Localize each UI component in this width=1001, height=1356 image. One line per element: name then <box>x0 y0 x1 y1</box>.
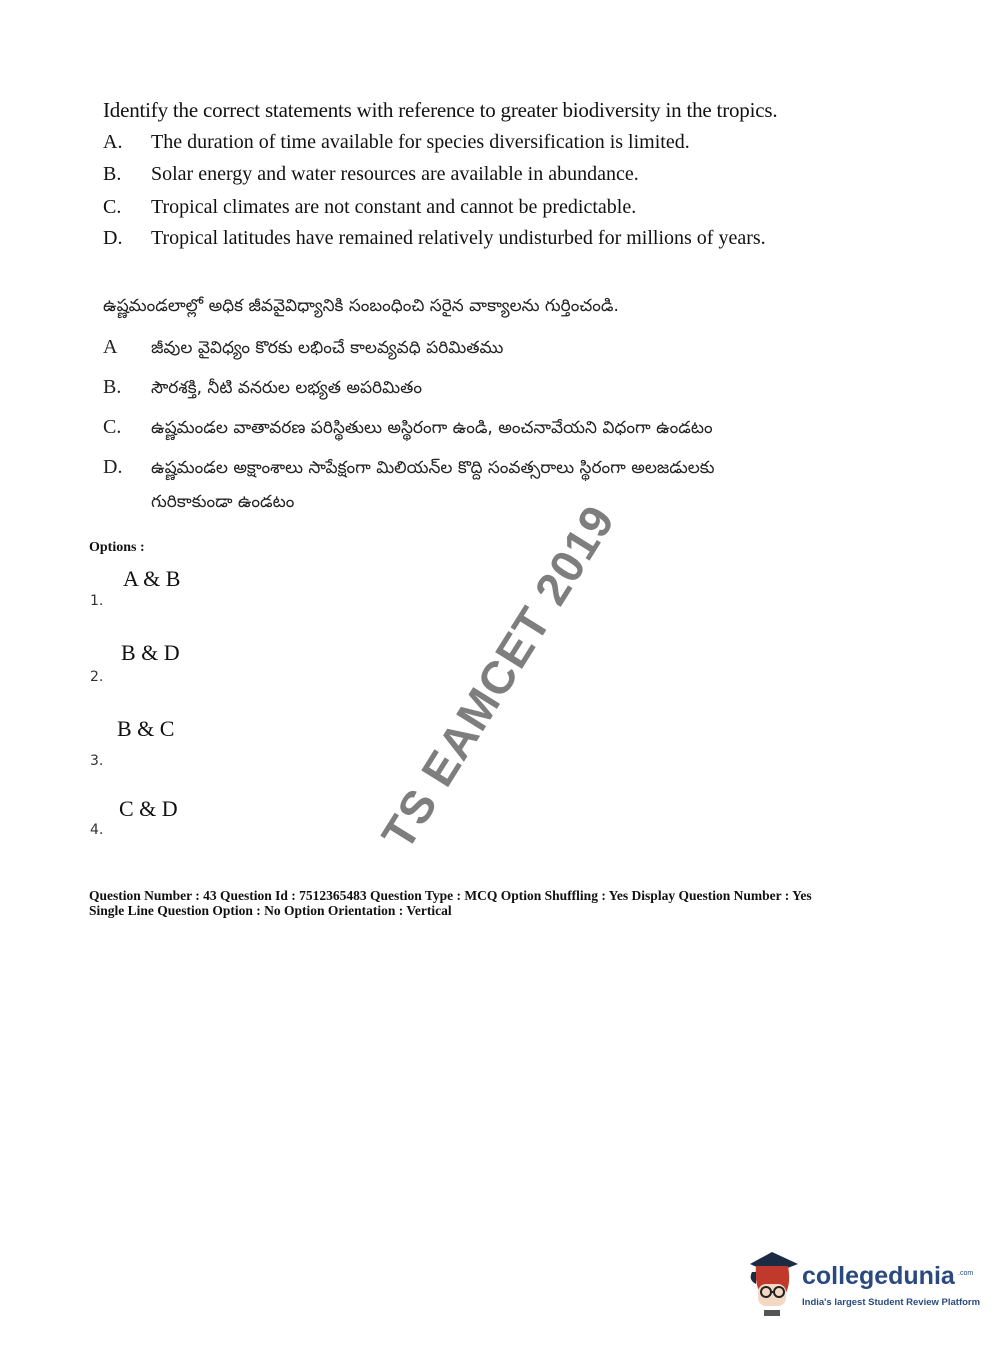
statement-en-c <box>103 196 636 219</box>
statement-te-a <box>103 336 503 362</box>
statement-text: సౌరశక్తి, నీటి వనరుల లభ్యత అపరిమితం <box>151 378 422 398</box>
statement-text: జీవుల వైవిధ్యం కొరకు లభించే కాలవ్యవధి పరిమితము <box>151 338 504 358</box>
brand-tagline: India's largest Student Review Platform <box>802 1297 981 1308</box>
statement-te-c <box>103 416 713 442</box>
brand-logo <box>742 1250 981 1320</box>
statement-text: Tropical latitudes have remained relatively undisturbed for millions of years. <box>151 227 766 249</box>
option-number: 2. <box>90 669 104 685</box>
statement-te-d-continued: గురికాకుండా ఉండటం <box>151 492 295 512</box>
statement-text: Solar energy and water resources are available in abundance. <box>151 163 639 185</box>
brand-name: collegedunia <box>802 1262 955 1290</box>
option-text: A & B <box>123 566 181 591</box>
statement-letter: B. <box>103 376 122 398</box>
statement-en-b <box>103 163 639 186</box>
statement-letter: B. <box>103 163 122 185</box>
option-number: 4. <box>90 822 104 838</box>
option-text: C & D <box>119 796 178 821</box>
option-text: B & D <box>121 640 180 665</box>
question-english: Identify the correct statements with reference to greater biodiversity in the tropics. <box>103 98 778 122</box>
statement-en-d <box>103 227 766 250</box>
statement-text: The duration of time available for species diversification is limited. <box>151 131 690 153</box>
mascot-icon <box>742 1250 802 1318</box>
watermark: TS EAMCET 2019 <box>371 495 625 859</box>
statement-text: Tropical climates are not constant and cannot be predictable. <box>151 196 637 218</box>
statement-te-d <box>103 456 715 482</box>
option-text: B & C <box>117 716 175 741</box>
option-number: 3. <box>90 753 104 769</box>
statement-te-b <box>103 376 422 402</box>
statement-letter: A. <box>103 131 123 153</box>
statement-letter: D. <box>103 227 123 249</box>
statement-letter: A <box>103 336 118 358</box>
metadata-line-1: Question Number : 43 Question Id : 7512365483 Question Type : MCQ Option Shuffling : Yes Display Question Number : Yes <box>89 888 812 903</box>
brand-suffix: .com <box>958 1270 974 1277</box>
statement-en-a <box>103 131 690 154</box>
statement-letter: C. <box>103 416 122 438</box>
metadata-line-2: Single Line Question Option : No Option Orientation : Vertical <box>89 903 452 918</box>
option-number: 1. <box>90 593 104 609</box>
statement-letter: D. <box>103 456 123 478</box>
statement-letter: C. <box>103 196 122 218</box>
statement-text: ఉష్ణమండల అక్షాంశాలు సాపేక్షంగా మిలియన్‌ల కొద్ది సంవత్సరాలు స్థిరంగా అలజడులకు <box>151 458 715 478</box>
question-telugu: ఉష్ణమండలాల్లో అధిక జీవవైవిధ్యానికి సంబంధించి సరైన వాక్యాలను గుర్తించండి. <box>103 296 619 316</box>
options-label: Options : <box>89 540 145 555</box>
question-metadata <box>89 888 812 918</box>
statement-text: ఉష్ణమండల వాతావరణ పరిస్థితులు అస్థిరంగా ఉండి, అంచనావేయని విధంగా ఉండటం <box>151 418 713 438</box>
